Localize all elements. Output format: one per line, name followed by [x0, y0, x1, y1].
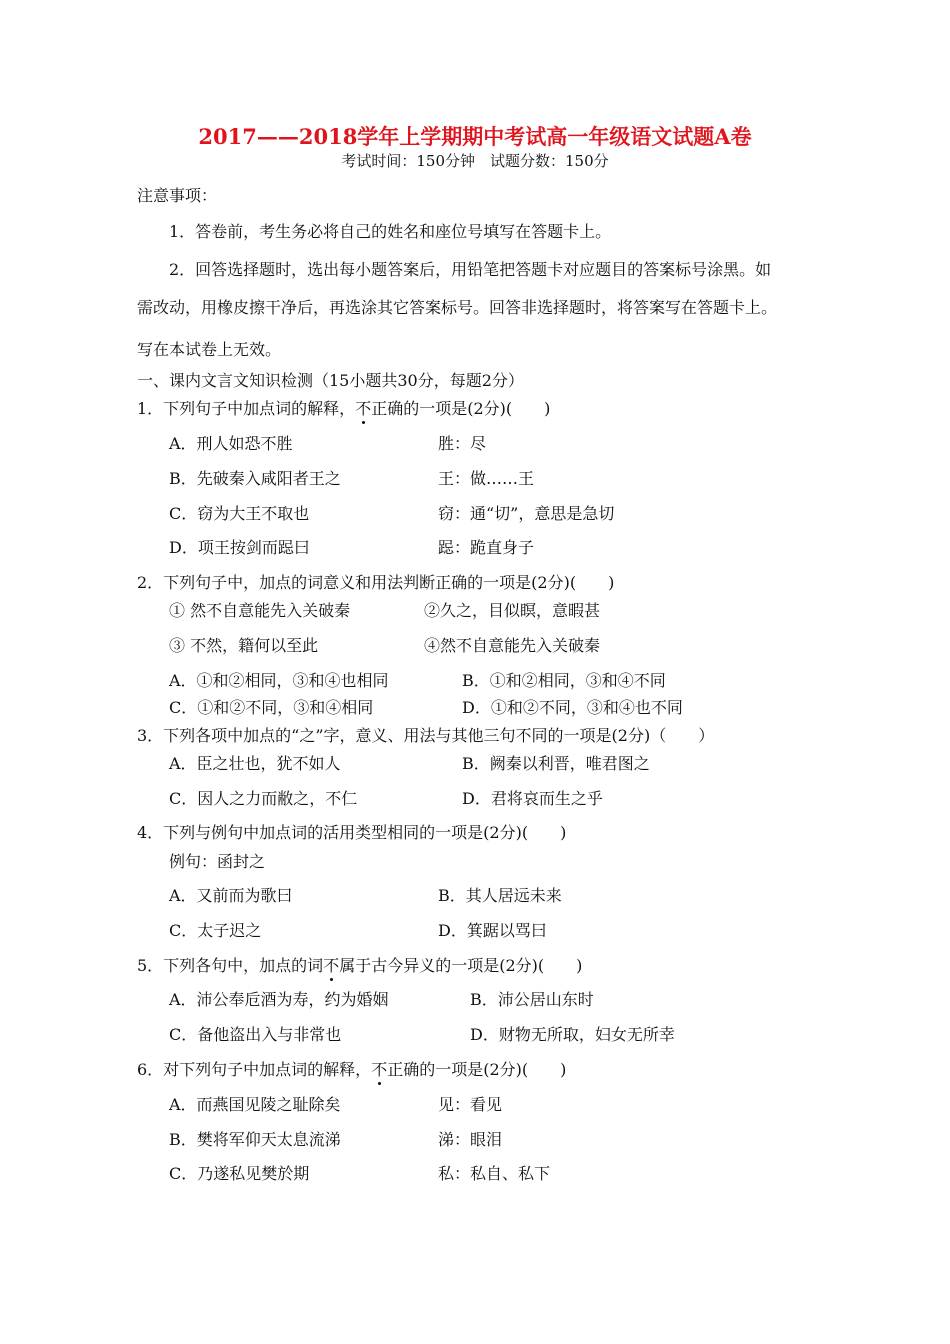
question-6-stem — [137, 1060, 566, 1080]
q2-sentence-4: ④然不自意能先入关破秦 — [424, 636, 601, 655]
q6-option-b-gloss: 涕：眼泪 — [438, 1130, 503, 1149]
q2-option-d: D．①和②不同，③和④也不同 — [462, 698, 683, 717]
question-6-stem-end: 正确的一项是(2分)( ) — [387, 1060, 567, 1079]
q1-option-c-gloss: 窃：通“切”，意思是急切 — [438, 504, 615, 523]
q2-sentence-1: ① 然不自意能先入关破秦 — [169, 601, 351, 620]
question-1-stem-end: 正确的一项是(2分)( ) — [371, 399, 551, 418]
q2-sentence-3: ③ 不然，籍何以至此 — [169, 636, 319, 655]
question-3-stem: 3．下列各项中加点的“之”字，意义、用法与其他三句不同的一项是(2分)（ ） — [137, 726, 715, 745]
exam-subtitle: 考试时间：150分钟 试题分数：150分 — [341, 152, 609, 170]
q4-option-d: D．箕踞以骂曰 — [438, 921, 547, 940]
question-4-stem: 4．下列与例句中加点词的活用类型相同的一项是(2分)( ) — [137, 823, 567, 842]
exam-title: 2017——2018学年上学期期中考试高一年级语文试题A卷 — [198, 124, 752, 149]
q5-option-b: B．沛公居山东时 — [470, 990, 594, 1009]
q4-option-a: A．又前而为歌曰 — [169, 886, 293, 905]
notice-item-2-line-2: 需改动，用橡皮擦干净后，再选涂其它答案标号。回答非选择题时，将答案写在答题卡上。 — [137, 298, 778, 317]
q2-option-c: C．①和②不同，③和④相同 — [169, 698, 374, 717]
q6-option-c: C．乃遂私见樊於期 — [169, 1164, 310, 1183]
question-5-stem — [137, 956, 582, 976]
q1-option-b: B．先破秦入咸阳者王之 — [169, 469, 341, 488]
question-5-stem-start: 5．下列各句中，加点的词 — [137, 956, 324, 975]
notice-item-2-line-1: 2．回答选择题时，选出每小题答案后，用铅笔把答题卡对应题目的答案标号涂黑。如 — [169, 260, 772, 279]
q2-option-b: B．①和②相同，③和④不同 — [462, 671, 666, 690]
q5-option-c: C．备他盗出入与非常也 — [169, 1025, 342, 1044]
q3-option-a: A．臣之壮也，犹不如人 — [169, 754, 341, 773]
question-5-stem-end: 属于古今异义的一项是(2分)( ) — [339, 956, 583, 975]
q1-option-b-gloss: 王：做……王 — [438, 469, 535, 488]
question-6-stem-start: 6．对下列句子中加点词的解释， — [137, 1060, 372, 1079]
q4-option-c: C．太子迟之 — [169, 921, 262, 940]
q2-sentence-2: ②久之，目似瞑，意暇甚 — [424, 601, 601, 620]
q1-option-a-gloss: 胜：尽 — [438, 434, 487, 453]
q4-option-b: B．其人居远未来 — [438, 886, 562, 905]
q6-option-a: A．而燕国见陵之耻除矣 — [169, 1095, 341, 1114]
question-2-stem: 2．下列句子中，加点的词意义和用法判断正确的一项是(2分)( ) — [137, 573, 615, 592]
notice-heading: 注意事项： — [137, 186, 218, 205]
q1-option-d-gloss: 跽：跪直身子 — [438, 538, 535, 557]
section-1-heading: 一、课内文言文知识检测（15小题共30分，每题2分） — [137, 371, 524, 390]
question-1-dotted-word: 不 — [355, 399, 372, 418]
q3-option-d: D．君将哀而生之乎 — [462, 789, 603, 808]
question-6-dotted-word: 不 — [371, 1060, 388, 1079]
q6-option-c-gloss: 私：私自、私下 — [438, 1164, 551, 1183]
q1-option-a: A．刑人如恐不胜 — [169, 434, 293, 453]
question-1-stem — [137, 399, 550, 419]
question-1-stem-start: 1．下列句子中加点词的解释， — [137, 399, 356, 418]
q1-option-c: C．窃为大王不取也 — [169, 504, 310, 523]
q2-option-a: A．①和②相同，③和④也相同 — [169, 671, 389, 690]
q5-option-a: A．沛公奉卮酒为寿，约为婚姻 — [169, 990, 389, 1009]
q1-option-d: D．项王按剑而跽曰 — [169, 538, 310, 557]
q3-option-b: B．阙秦以利晋，唯君图之 — [462, 754, 650, 773]
notice-item-1: 1．答卷前，考生务必将自己的姓名和座位号填写在答题卡上。 — [169, 222, 612, 241]
q4-example: 例句：函封之 — [169, 852, 266, 871]
q5-option-d: D．财物无所取，妇女无所幸 — [470, 1025, 675, 1044]
q6-option-a-gloss: 见：看见 — [438, 1095, 503, 1114]
question-5-dotted-word: 不 — [323, 956, 340, 975]
q6-option-b: B．樊将军仰天太息流涕 — [169, 1130, 341, 1149]
notice-item-2-line-3: 写在本试卷上无效。 — [137, 340, 282, 359]
q3-option-c: C．因人之力而敝之，不仁 — [169, 789, 358, 808]
